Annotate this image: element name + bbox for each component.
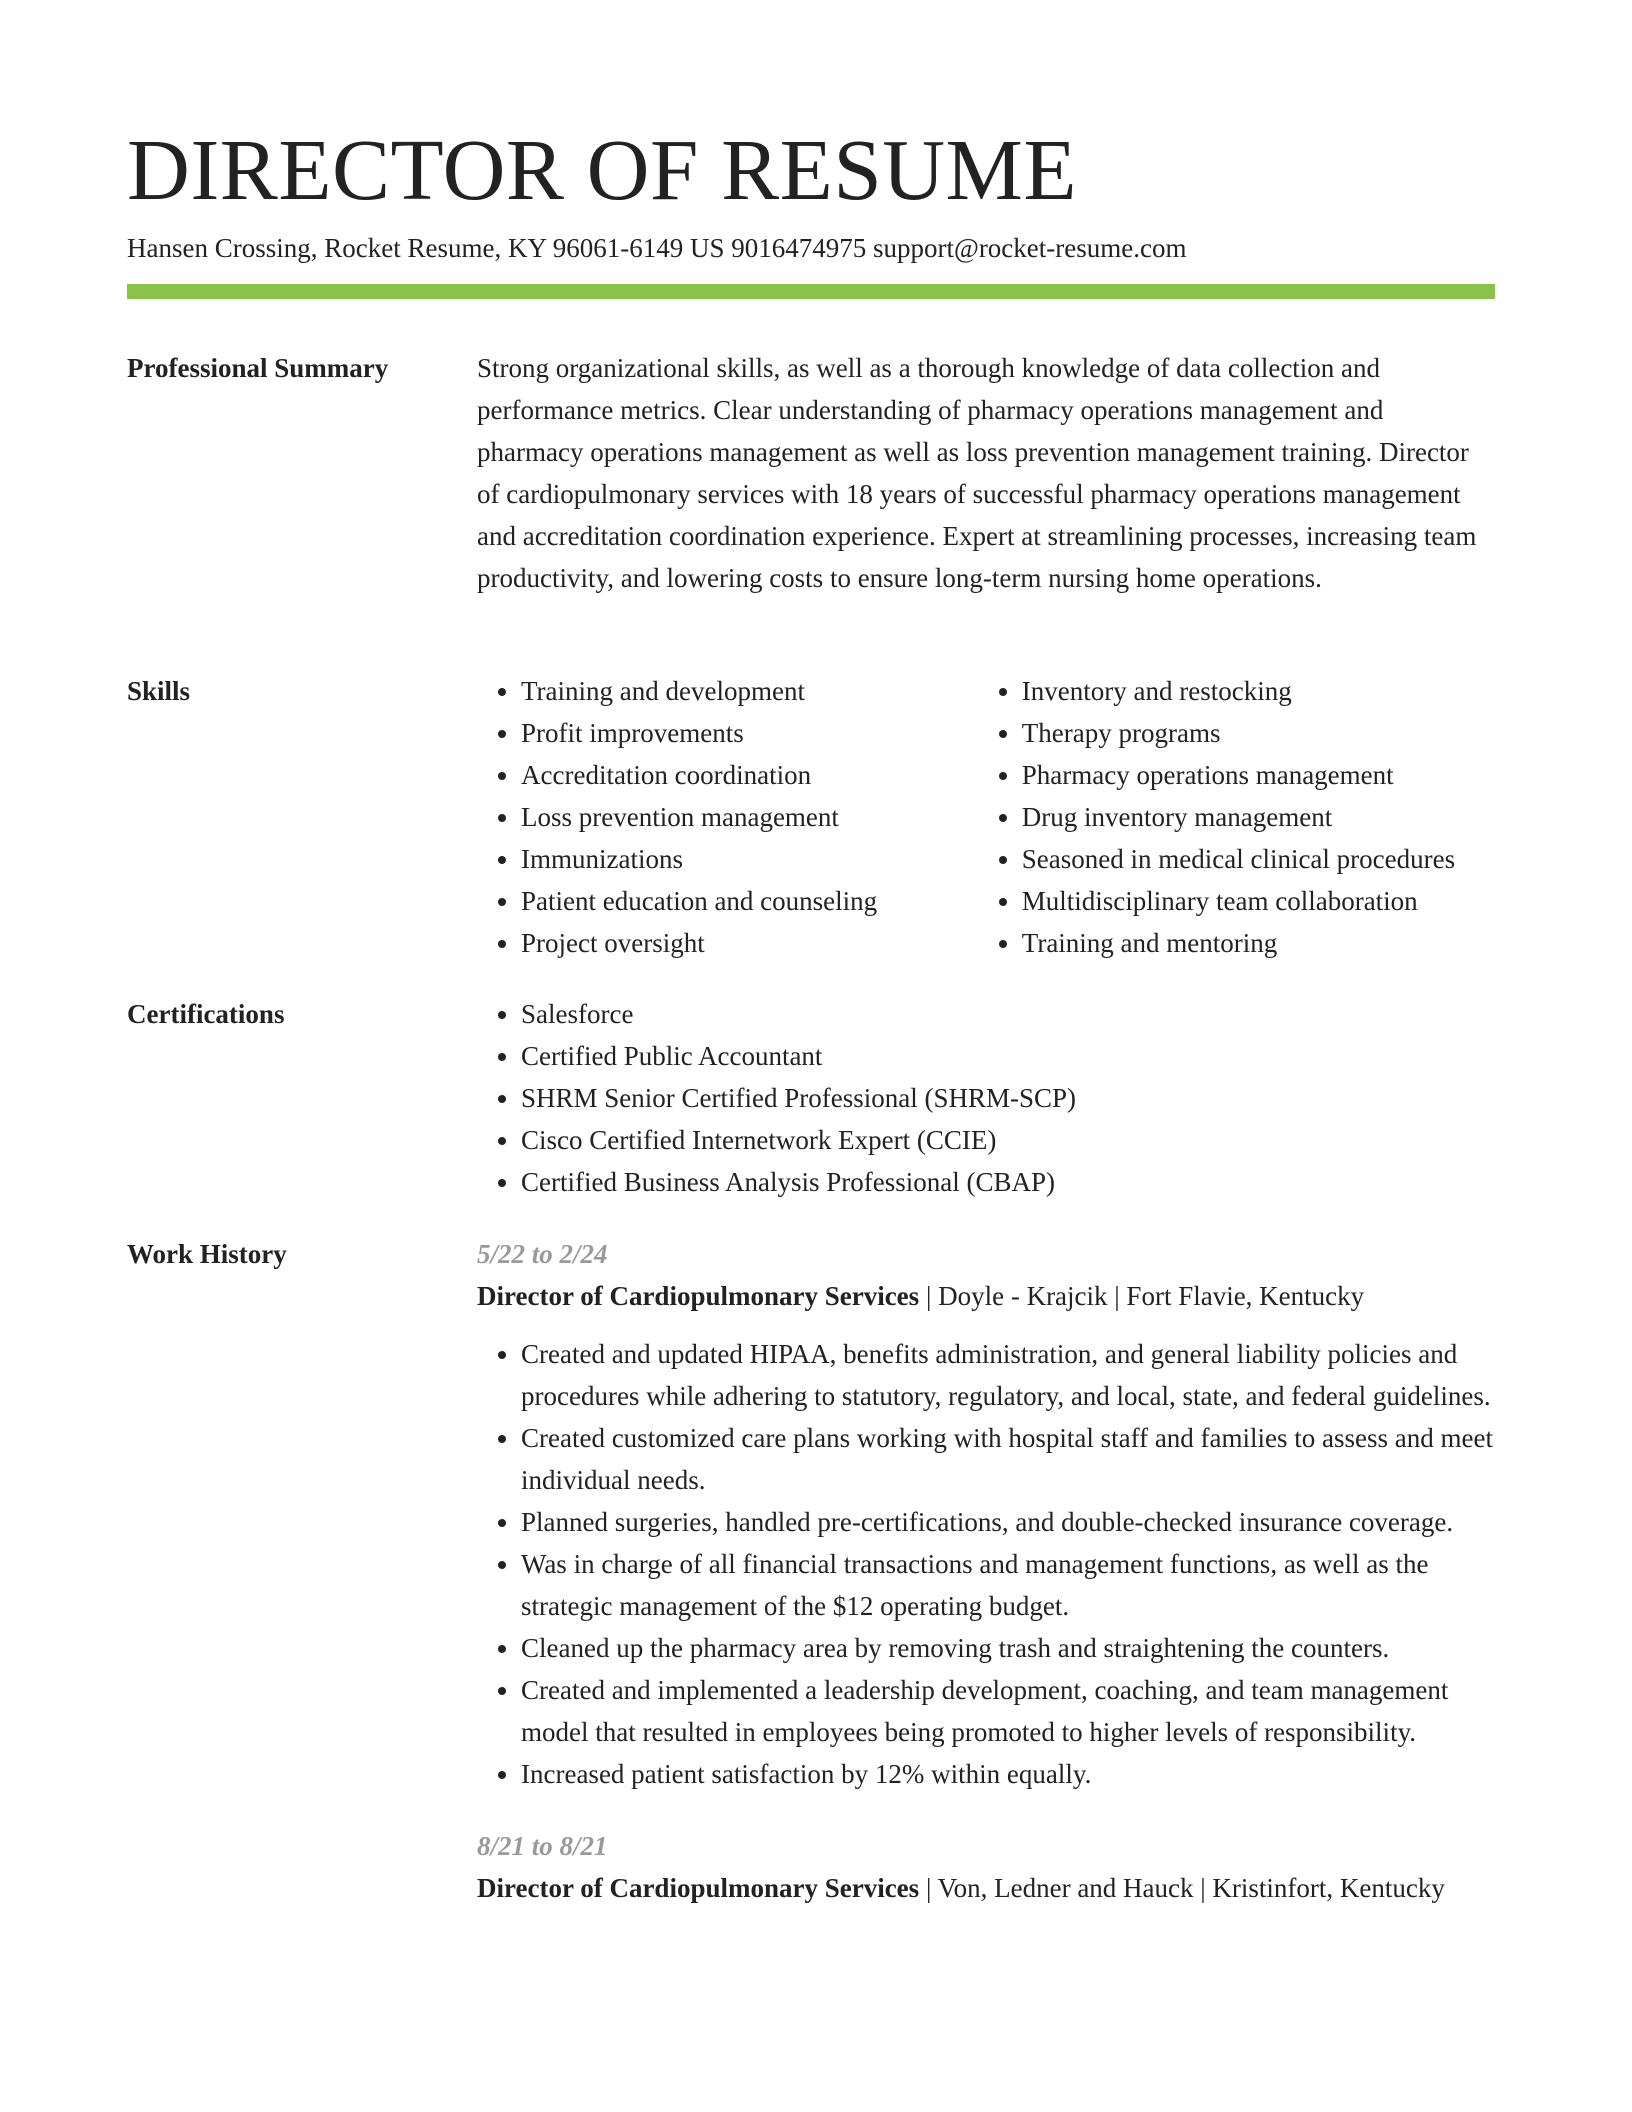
certification-item: • Cisco Certified Internetwork Expert (CCIE) [521,1119,1495,1161]
skill-item: • Seasoned in medical clinical procedures [1022,838,1495,880]
job-dates: 5/22 to 2/24 [477,1239,608,1269]
job-bullet: • Increased patient satisfaction by 12% within equally. [521,1753,1495,1795]
skills-label: Skills [127,676,191,706]
skills-list-right [978,670,1495,964]
job-details: | Von, Ledner and Hauck | Kristinfort, Kentucky [919,1873,1445,1903]
certification-item: • SHRM Senior Certified Professional (SHRM-SCP) [521,1077,1495,1119]
skills-list-left [477,670,978,964]
certifications-label: Certifications [127,999,285,1029]
job-bullet: • Created and implemented a leadership development, coaching, and team management model that resulted in employees being promoted to higher levels of responsibility. [521,1669,1495,1753]
skill-item: • Loss prevention management [521,796,978,838]
skill-item: • Multidisciplinary team collaboration [1022,880,1495,922]
certifications-list [477,993,1495,1203]
skill-item: • Training and development [521,670,978,712]
skill-item: • Pharmacy operations management [1022,754,1495,796]
certification-item: • Certified Business Analysis Professional (CBAP) [521,1161,1495,1203]
job-title: Director of Cardiopulmonary Services [477,1281,920,1311]
skill-item: • Patient education and counseling [521,880,978,922]
skill-item: • Drug inventory management [1022,796,1495,838]
job-heading [477,1275,1495,1317]
job-entry [477,1233,1495,1795]
skill-item: • Profit improvements [521,712,978,754]
certification-item: • Salesforce [521,993,1495,1035]
job-bullet: • Planned surgeries, handled pre-certifications, and double-checked insurance coverage. [521,1501,1495,1543]
resume-name: DIRECTOR OF RESUME [127,121,1078,218]
certifications-body [477,993,1495,1203]
job-bullet: • Cleaned up the pharmacy area by removing trash and straightening the counters. [521,1627,1495,1669]
summary-body [477,347,1495,599]
job-title: Director of Cardiopulmonary Services [477,1873,920,1903]
contact-line: Hansen Crossing, Rocket Resume, KY 96061-6149 US 9016474975 support@rocket-resume.com [127,233,1187,263]
job-details: | Doyle - Krajcik | Fort Flavie, Kentucky [919,1281,1365,1311]
work-history-label: Work History [127,1239,287,1269]
header-divider [127,284,1495,299]
skill-item: • Therapy programs [1022,712,1495,754]
skill-item: • Inventory and restocking [1022,670,1495,712]
certification-item: • Certified Public Accountant [521,1035,1495,1077]
skills-body [477,670,1495,964]
summary-text: Strong organizational skills, as well as a thorough knowledge of data collection and performance metrics. Clear understanding of pharmacy operations management and pharmacy operations management as well as loss prevention management training. Director of cardiopulmonary services with 18 years of successful pharmacy operations management and accreditation coordination experience. Expert at streamlining processes, increasing team productivity, and lowering costs to ensure long-term nursing home operations. [477,353,1477,593]
job-bullet: • Created and updated HIPAA, benefits administration, and general liability policies and procedures while adhering to statutory, regulatory, and local, state, and federal guidelines. [521,1333,1495,1417]
summary-label: Professional Summary [127,353,389,383]
skill-item: • Immunizations [521,838,978,880]
work-history-body [477,1233,1495,1939]
job-bullet: • Was in charge of all financial transactions and management functions, as well as the strategic management of the $12 operating budget. [521,1543,1495,1627]
job-dates: 8/21 to 8/21 [477,1831,608,1861]
job-entry [477,1825,1495,1909]
skill-item: • Training and mentoring [1022,922,1495,964]
job-bullet: • Created customized care plans working with hospital staff and families to assess and meet individual needs. [521,1417,1495,1501]
job-bullets [477,1333,1495,1795]
skill-item: • Accreditation coordination [521,754,978,796]
skill-item: • Project oversight [521,922,978,964]
job-heading [477,1867,1495,1909]
